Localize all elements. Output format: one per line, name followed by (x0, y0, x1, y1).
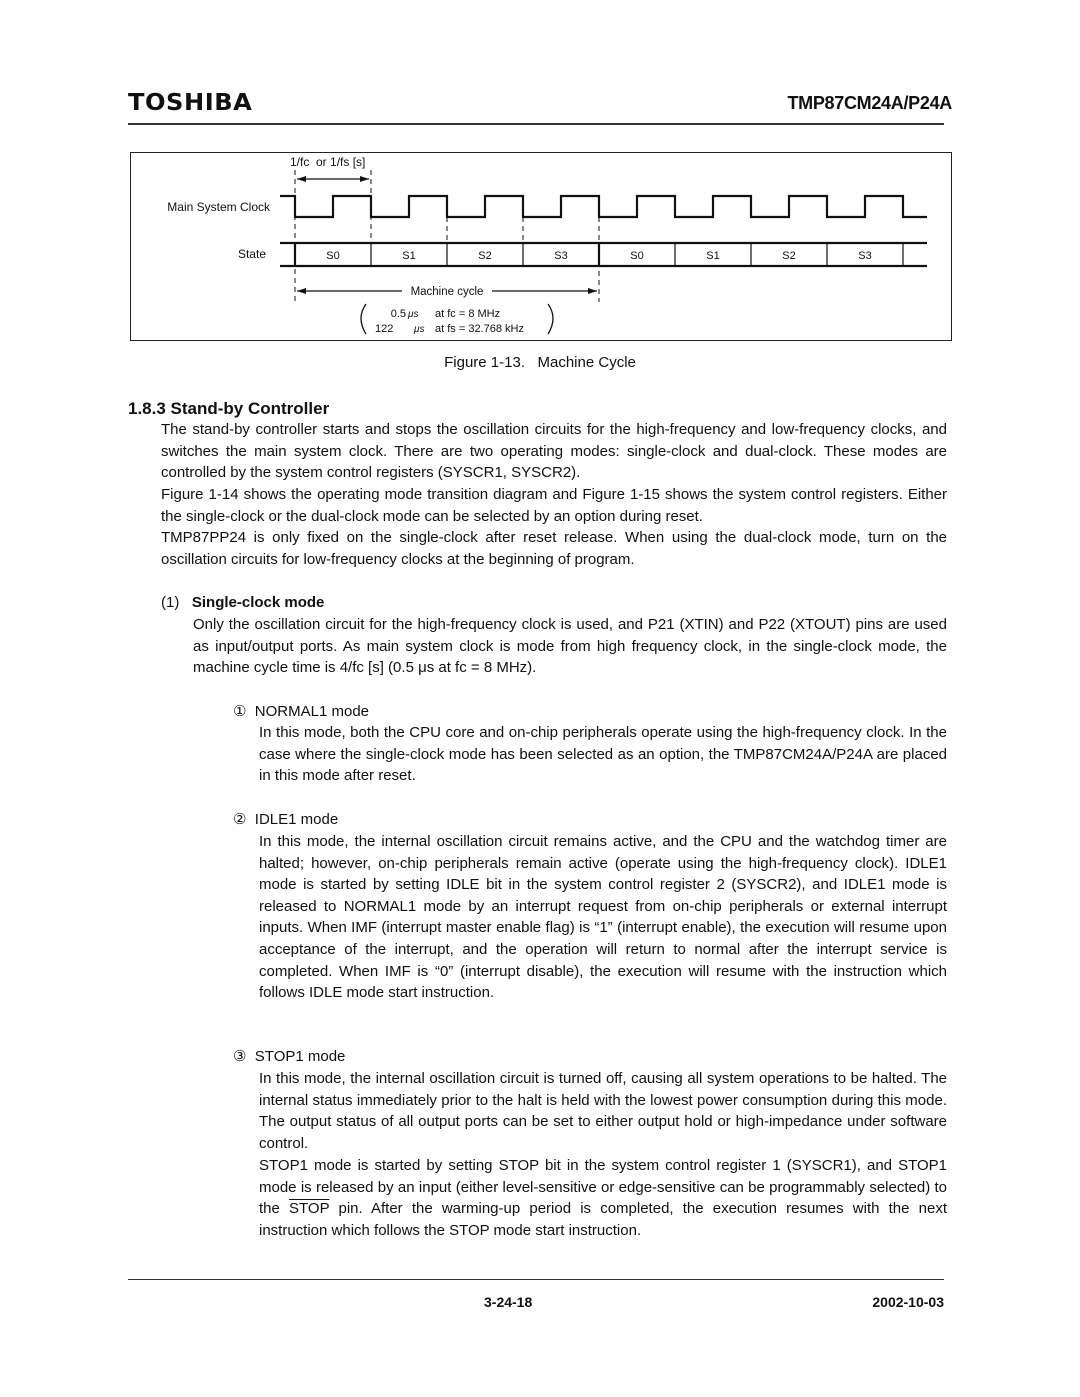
subsection-paragraph: Only the oscillation circuit for the high-frequency clock is used, and P21 (XTIN) and P22 (XTOUT) pins are used as input/output ports. As main system clock is mode from high frequency clock, in the single-clock mode, the machine cycle time is 4/fc [s] (0.5 μs at fc = 8 MHz). (193, 616, 947, 677)
state-label: S1 (402, 250, 416, 262)
stop-release-text-a: STOP1 mode is started by setting STOP bit in the system control register 1 (SYSCR1), and STOP1 mode is released by an input (either level-sensitive or edge-sensitive can be programmably selected) to the (259, 1157, 947, 1218)
state-label: S3 (554, 250, 568, 262)
header-rule (128, 123, 944, 125)
note-paren-right (548, 304, 553, 334)
state-signal-label: State (237, 247, 266, 261)
figure-caption: Figure 1-13. Machine Cycle (444, 354, 636, 371)
page-number: 3-24-18 (484, 1294, 533, 1310)
mode-text-idle1: In this mode, the internal oscillation circuit remains active, and the CPU and the watchdog timer are halted; however, on-chip peripherals remain active (operate using the high-frequency clock). IDLE1 mode is started by setting IDLE bit in the system control register 2 (SYSCR2), and IDLE1 mode is released to NORMAL1 mode by an interrupt request from on-chip peripherals or external interrupt inputs. When IMF (interrupt master enable flag) is “1” (interrupt enable), the execution will resume upon acceptance of the interrupt, and the operation will return to normal after the interrupt service is completed. When IMF is “0” (interrupt disable), the execution will resume with the instruction which follows IDLE mode start instruction. (259, 833, 947, 1002)
timing-value-fc: 0.5 (390, 308, 406, 320)
note-paren-left (361, 304, 366, 334)
timing-condition-fc: at fc = 8 MHz (435, 308, 501, 320)
section-heading: 1.8.3 Stand-by Controller (128, 399, 330, 418)
timing-condition-fs: at fs = 32.768 kHz (435, 323, 524, 335)
section-paragraph-1: The stand-by controller starts and stops the oscillation circuits for the high-frequency and low-frequency clocks, and switches the main system clock. There are two operating modes: single-clock and dual-clock. These modes are controlled by the system control registers (SYSCR1, SYSCR2). (161, 421, 947, 482)
state-label: S3 (858, 250, 872, 262)
mode-text-stop1: In this mode, the internal oscillation circuit is turned off, causing all system operations to be halted. The internal status immediately prior to the halt is held with the lowest power consumption during this mode. The output status of all output ports can be set to either output hold or high-impedance under software control. (259, 1070, 947, 1152)
mode-text-normal1: In this mode, both the CPU core and on-chip peripherals operate using the high-frequency clock. In the case where the single-clock mode has been selected as an option, the TMP87CM24A/P24A are placed in this mode after reset. (259, 724, 947, 785)
clock-signal-label: Main System Clock (167, 200, 270, 214)
mode-title-stop1 (233, 1047, 345, 1065)
mode-title-text-1: NORMAL1 mode (254, 703, 370, 720)
document-date: 2002-10-03 (872, 1294, 944, 1310)
state-label: S2 (782, 250, 796, 262)
section-paragraph-2: Figure 1-14 shows the operating mode transition diagram and Figure 1-15 shows the system control registers. Either the single-clock or the dual-clock mode can be selected by an option during reset. (161, 486, 947, 525)
clock-waveform (280, 196, 927, 217)
mode-title-idle1 (233, 810, 338, 828)
state-label: S0 (630, 250, 644, 262)
part-number: TMP87CM24A/P24A (787, 93, 952, 113)
timing-unit-fs: μs (414, 324, 425, 335)
timing-value-fs: 122 (375, 323, 394, 335)
machine-cycle-label: Machine cycle (410, 286, 484, 298)
mode-title-normal1 (233, 702, 369, 720)
footer-rule (128, 1279, 944, 1280)
mode-text-stop1-release (259, 1155, 947, 1241)
timing-unit-fc: μs (408, 309, 419, 320)
brand-logo: TOSHIBA (128, 90, 253, 116)
state-label: S2 (478, 250, 492, 262)
mode-marker-2: ② (233, 811, 247, 828)
subsection-number: (1) (161, 594, 180, 611)
mode-marker-3: ③ (233, 1048, 247, 1065)
period-label: 1/fc or 1/fs [s] (290, 155, 366, 169)
section-paragraph-3: TMP87PP24 is only fixed on the single-clock after reset release. When using the dual-clock mode, turn on the oscillation circuits for low-frequency clocks at the beginning of program. (161, 529, 947, 568)
subsection-title (161, 594, 324, 611)
state-label: S1 (706, 250, 720, 262)
mode-title-text-2: IDLE1 mode (254, 811, 339, 828)
machine-cycle-diagram (130, 152, 952, 342)
stop-release-text-b: pin. After the warming-up period is completed, the execution resumes with the next instruction which follows the STOP mode start instruction. (259, 1200, 947, 1239)
mode-title-text-3: STOP1 mode (254, 1048, 346, 1065)
mode-marker-1: ① (233, 703, 247, 720)
subsection-title-text: Single-clock mode (191, 594, 325, 611)
stop-pin-name: STOP (289, 1200, 330, 1218)
state-label: S0 (326, 250, 340, 262)
